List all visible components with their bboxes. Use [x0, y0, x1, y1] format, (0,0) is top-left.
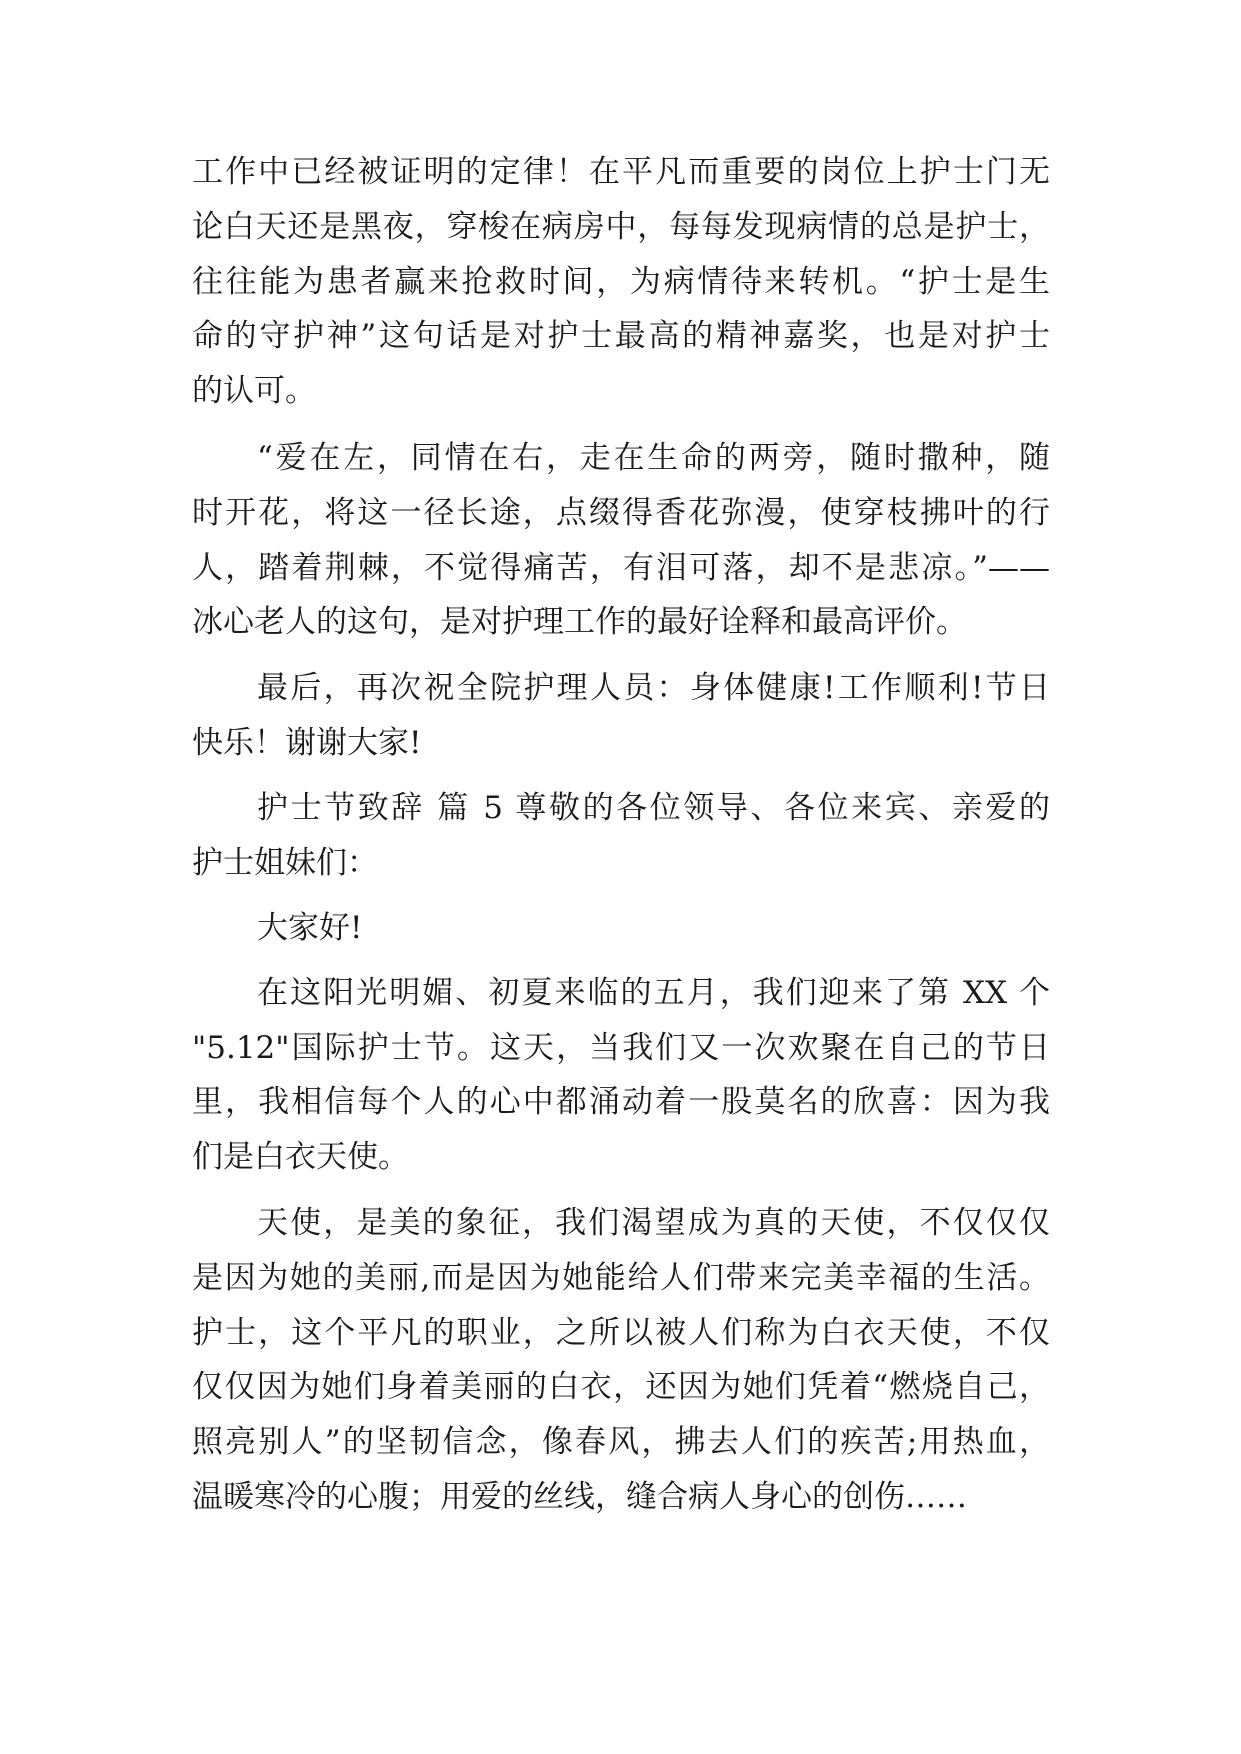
- text-line: 往往能为患者赢来抢救时间，为病情待来转机。“护士是生: [192, 264, 1050, 300]
- text-line: 快乐！谢谢大家!: [192, 725, 422, 761]
- text-line: 在这阳光明媚、初夏来临的五月，我们迎来了第 XX 个: [257, 975, 1050, 1011]
- text-line: 冰心老人的这句，是对护理工作的最好诠释和最高评价。: [192, 604, 967, 640]
- text-line: 们是白衣天使。: [192, 1139, 409, 1175]
- text-line: 温暖寒冷的心腹；用爱的丝线，缝合病人身心的创伤……: [192, 1479, 967, 1515]
- text-line: 命的守护神”这句话是对护士最高的精神嘉奖，也是对护士: [192, 318, 1050, 354]
- text-line: 护士姐妹们：: [192, 845, 378, 881]
- text-line: 天使，是美的象征，我们渴望成为真的天使，不仅仅仅: [257, 1205, 1050, 1241]
- text-line: 护士，这个平凡的职业，之所以被人们称为白衣天使，不仅: [192, 1315, 1050, 1351]
- text-line: "5.12"国际护士节。这天，当我们又一次欢聚在自己的节日: [192, 1030, 1050, 1066]
- text-line: 时开花，将这一径长途，点缀得香花弥漫，使穿枝拂叶的行: [192, 495, 1050, 531]
- text-line: 的认可。: [192, 373, 316, 409]
- text-line: 里，我相信每个人的心中都涌动着一股莫名的欣喜：因为我: [192, 1084, 1050, 1120]
- text-line: 人，踏着荆棘，不觉得痛苦，有泪可落，却不是悲凉。”——: [192, 550, 1050, 586]
- text-line: 论白天还是黑夜，穿梭在病房中，每每发现病情的总是护士，: [192, 209, 1050, 245]
- text-line: 仅仅因为她们身着美丽的白衣，还因为她们凭着“燃烧自己，: [192, 1369, 1050, 1405]
- text-line: “爱在左，同情在右，走在生命的两旁，随时撒种，随: [257, 440, 1050, 476]
- text-line: 照亮别人”的坚韧信念，像春风，拂去人们的疾苦;用热血，: [192, 1424, 1050, 1460]
- text-line: 护士节致辞 篇 5 尊敬的各位领导、各位来宾、亲爱的: [257, 790, 1050, 826]
- text-line: 最后，再次祝全院护理人员：身体健康!工作顺利!节日: [257, 670, 1050, 706]
- text-line: 工作中已经被证明的定律！在平凡而重要的岗位上护士门无: [192, 154, 1050, 190]
- text-line: 大家好!: [257, 910, 363, 946]
- text-line: 是因为她的美丽,而是因为她能给人们带来完美幸福的生活。: [192, 1260, 1050, 1296]
